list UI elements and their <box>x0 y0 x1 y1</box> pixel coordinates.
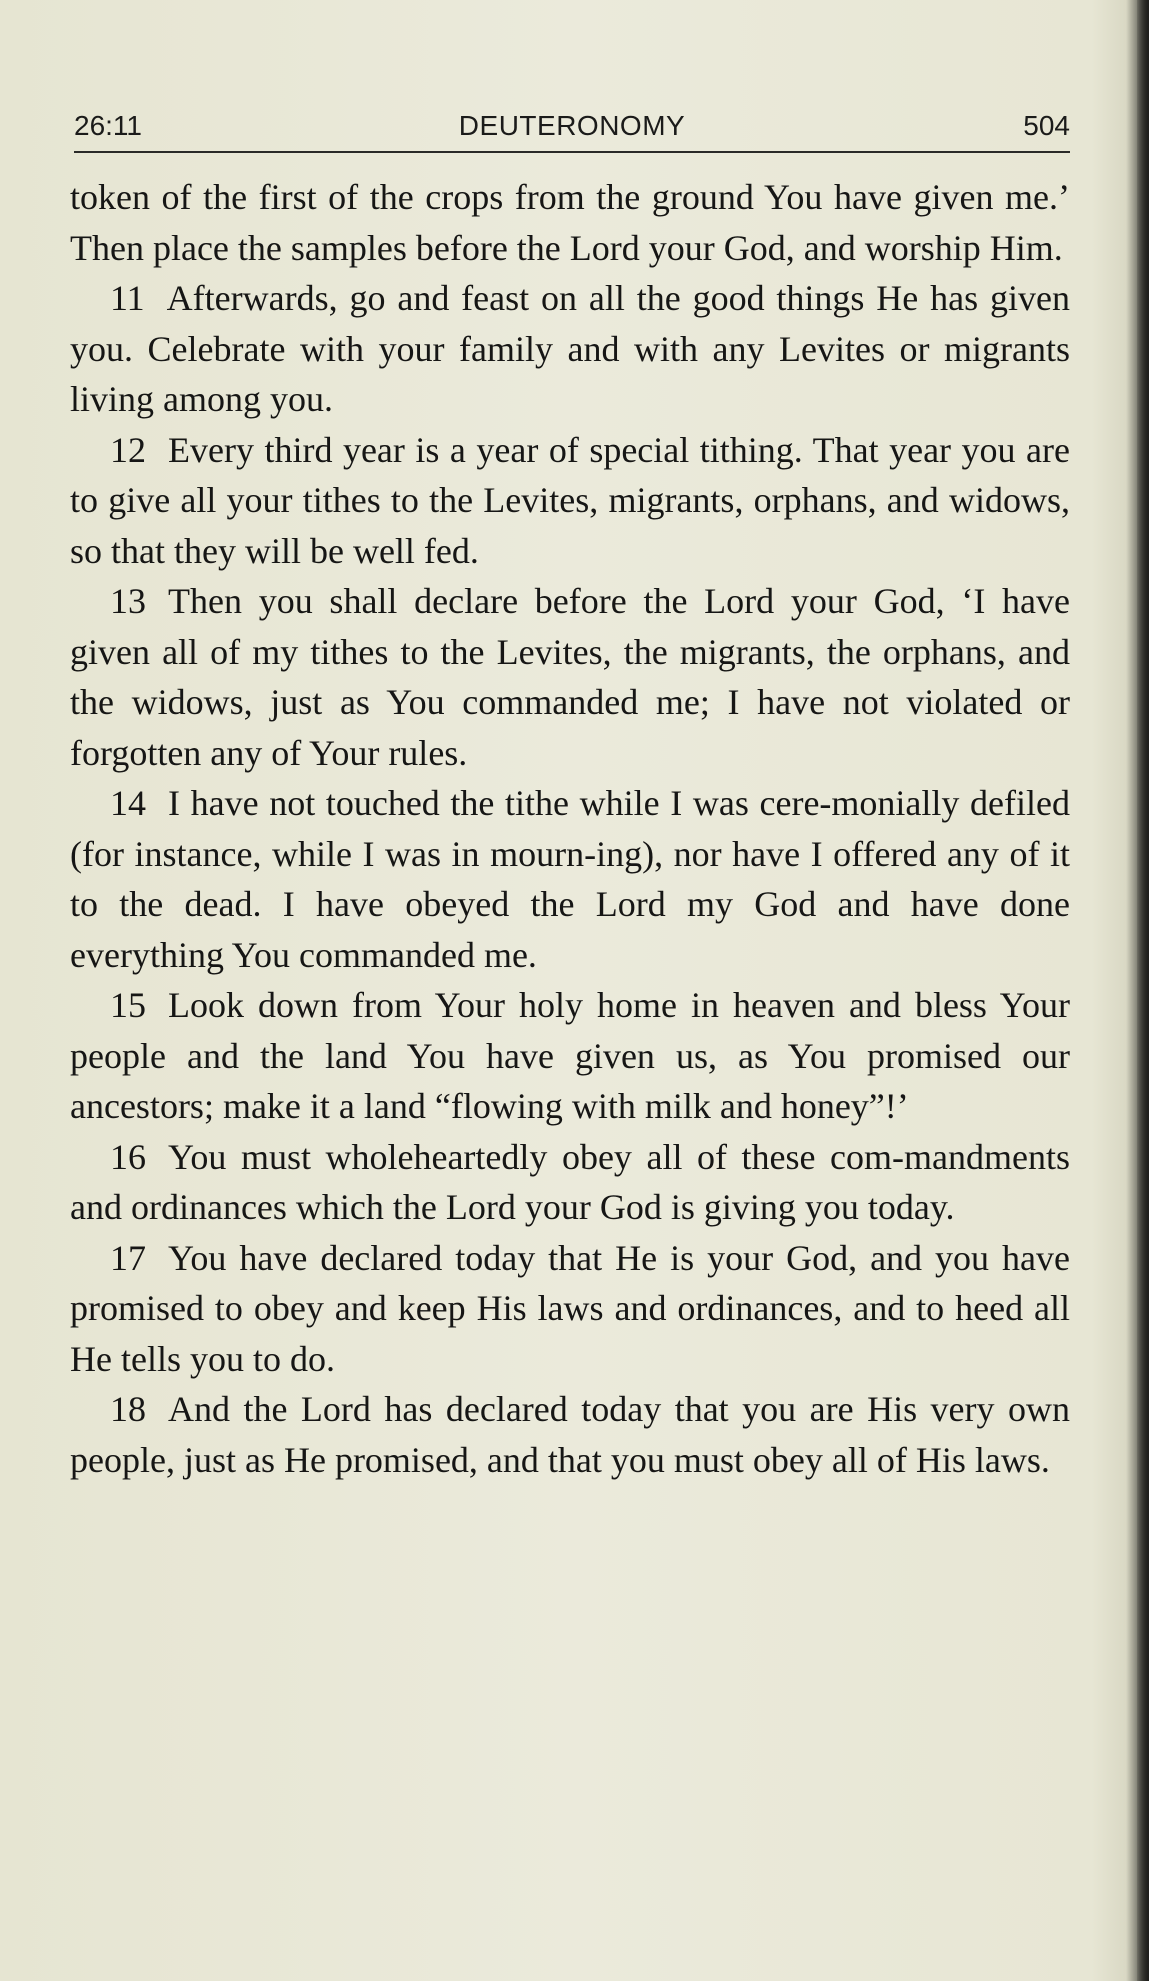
verse-text: You must wholeheartedly obey all of these com-mandments and ordinances which the Lord your God is giving you today. <box>70 1136 1070 1227</box>
verse-15 <box>70 980 1070 1132</box>
continued-paragraph: token of the first of the crops from the ground You have given me.’ Then place the samples before the Lord your God, and worship Him. <box>70 177 1070 268</box>
book-title: DEUTERONOMY <box>458 110 686 141</box>
verse-text: Look down from Your holy home in heaven and bless Your people and the land You have given us, as You promised our ancestors; make it a land “flowing with milk and honey”!’ <box>70 985 1070 1126</box>
verse-text: Then you shall declare before the Lord your God, ‘I have given all of my tithes to the Levites, the migrants, the orphans, and the widows, just as You commanded me; I have not violated or forgotten any of Your rules. <box>70 581 1070 773</box>
verse-number: 15 <box>110 985 146 1025</box>
verse-number: 13 <box>110 581 146 621</box>
verse-11 <box>70 273 1070 425</box>
verse-text: Afterwards, go and feast on all the good things He has given you. Celebrate with your family and with any Levites or migrants living among you. <box>70 278 1070 419</box>
scripture-text <box>70 172 1070 1485</box>
verse-number: 14 <box>110 783 146 823</box>
page-number: 504 <box>1023 110 1070 141</box>
chapter-reference: 26:11 <box>74 110 142 141</box>
verse-text: You have declared today that He is your God, and you have promised to obey and keep His laws and ordinances, and to heed all He tells you to do. <box>70 1237 1070 1379</box>
verse-number: 12 <box>110 429 146 470</box>
verse-number: 17 <box>110 1237 146 1278</box>
page-edge-shadow <box>1137 0 1149 1981</box>
verse-14 <box>70 778 1070 980</box>
verse-number: 18 <box>110 1389 146 1429</box>
verse-text: I have not touched the tithe while I was cere-monially defiled (for instance, while I was in mourn-ing), nor have I offered any of it to the dead. I have obeyed the Lord my God and have done everything You commanded me. <box>70 783 1070 975</box>
verse-16 <box>70 1132 1070 1233</box>
verse-text: Every third year is a year of special tithing. That year you are to give all your tithes to the Levites, migrants, orphans, and widows, so that they will be well fed. <box>70 429 1070 571</box>
verse-18 <box>70 1384 1070 1485</box>
verse-17 <box>70 1233 1070 1385</box>
header-rule <box>74 151 1070 153</box>
verse-text: And the Lord has declared today that you are His very own people, just as He promised, and that you must obey all of His laws. <box>70 1389 1070 1480</box>
running-head <box>74 110 1070 150</box>
verse-13 <box>70 576 1070 778</box>
verse-number: 11 <box>110 278 145 318</box>
verse-number: 16 <box>110 1136 146 1177</box>
verse-12 <box>70 425 1070 577</box>
